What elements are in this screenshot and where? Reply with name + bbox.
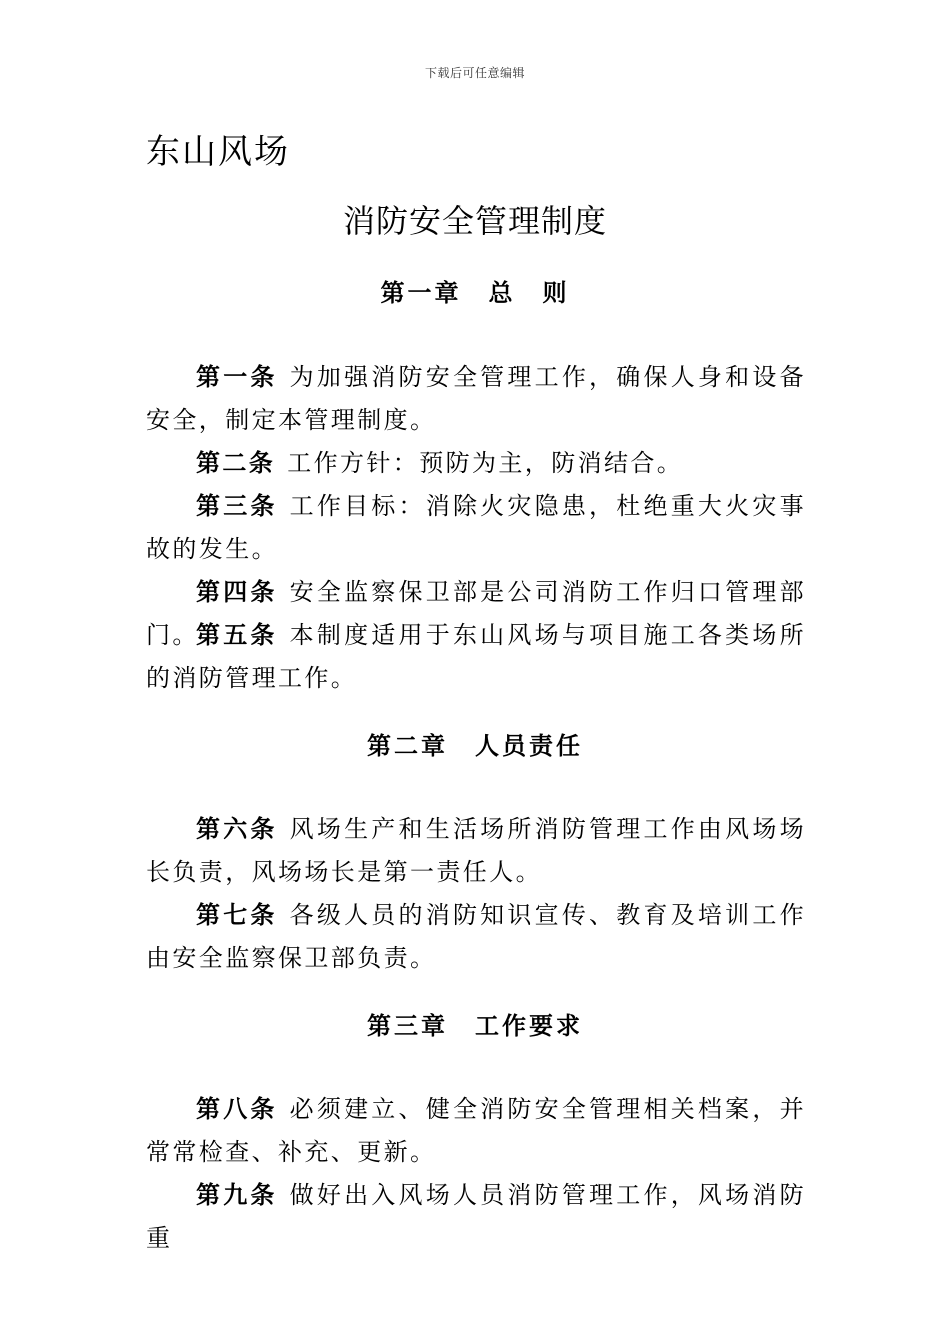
article-label: 第三条 [196, 491, 278, 520]
org-name: 东山风场 [146, 132, 290, 172]
article-text: 工作方针：预防为主，防消结合。 [287, 449, 684, 477]
article-paragraph [146, 355, 806, 442]
chapter-heading: 第一章 总 则 [380, 278, 570, 307]
chapter-heading: 第三章 工作要求 [367, 1011, 583, 1040]
article-label: 第七条 [196, 900, 278, 929]
chapter-heading: 第二章 人员责任 [367, 731, 583, 760]
article-label: 第四条 [196, 577, 278, 606]
article-text: 必须建立、健全消防安全管理相关档案，并常常检查、补充、更新。 [146, 1095, 806, 1166]
document-title: 消防安全管理制度 [342, 202, 607, 240]
article-paragraph [146, 484, 806, 571]
article-text: 本制度适用于东山风场与项目施工各类场所的消防管理工作。 [146, 621, 806, 692]
article-text: 安全监察保卫部是公司消防工作归口管理部门。 [146, 578, 806, 649]
article-paragraph [146, 441, 806, 485]
article-paragraph [146, 807, 806, 894]
article-label: 第九条 [196, 1180, 278, 1209]
article-paragraph [146, 613, 806, 700]
article-label: 第六条 [196, 814, 278, 843]
article-label: 第一条 [196, 362, 278, 391]
article-text: 风场生产和生活场所消防管理工作由风场场长负责，风场场长是第一责任人。 [146, 815, 806, 886]
article-paragraph [146, 1173, 806, 1260]
article-text: 各级人员的消防知识宣传、教育及培训工作由安全监察保卫部负责。 [146, 901, 806, 972]
article-text: 为加强消防安全管理工作，确保人身和设备安全，制定本管理制度。 [146, 363, 806, 434]
article-text: 做好出入风场人员消防管理工作，风场消防重 [146, 1181, 806, 1252]
header-note: 下载后可任意编辑 [424, 66, 525, 80]
article-label: 第二条 [196, 448, 276, 477]
article-label: 第五条 [196, 620, 278, 649]
article-label: 第八条 [196, 1094, 278, 1123]
article-paragraph [146, 1087, 806, 1174]
article-paragraph [146, 893, 806, 980]
article-text: 工作目标：消除火灾隐患，杜绝重大火灾事故的发生。 [146, 492, 806, 563]
